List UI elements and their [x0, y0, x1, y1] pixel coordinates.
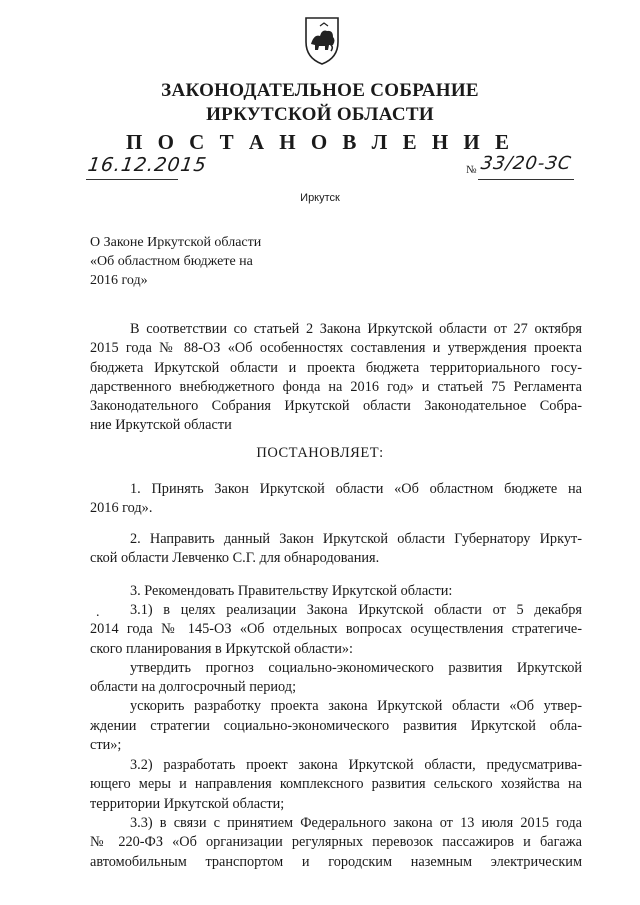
item-3-2 — [90, 756, 582, 814]
preamble-paragraph — [90, 320, 582, 436]
text-line: В соответствии со статьей 2 Закона Иркутской области от 27 октября — [130, 321, 582, 337]
date-underline — [86, 179, 178, 180]
number-underline — [478, 179, 574, 180]
text-line: 3.3) в связи с принятием Федерального закона от 13 июля 2015 года — [130, 815, 582, 831]
subject-block — [90, 233, 300, 290]
text-line: сти»; — [90, 737, 122, 754]
subject-line: 2016 год» — [90, 273, 148, 288]
text-line: бюджета Иркутской области и проекта бюджета территориального госу- — [90, 359, 582, 376]
subject-line: О Законе Иркутской области — [90, 235, 262, 250]
text-line: 2. Направить данный Закон Иркутской области Губернатору Иркут- — [130, 531, 582, 547]
item-3-1 — [90, 601, 582, 755]
text-line: № 220-ФЗ «Об организации регулярных перевозок пассажиров и багажа — [90, 834, 582, 851]
org-name-line2: ИРКУТСКОЙ ОБЛАСТИ — [206, 104, 434, 125]
text-line: ющего меры и направления комплексного развития сельского хозяйства на — [90, 776, 582, 793]
text-line: Законодательного Собрания Иркутской области Законодательное Собра- — [90, 398, 582, 415]
text-line: области на долгосрочный период; — [90, 679, 297, 696]
handwritten-number: 33/20-ЗС — [479, 153, 573, 174]
decree-word: ПОСТАНОВЛЯЕТ: — [256, 445, 384, 461]
text-line: ние Иркутской области — [90, 417, 232, 434]
text-line: 2014 года № 145-ОЗ «Об отдельных вопросах осуществления стратегиче- — [90, 621, 582, 638]
text-line: 3.2) разработать проект закона Иркутской области, предусматрива- — [130, 757, 582, 773]
subject-line: «Об областном бюджете на — [90, 254, 253, 269]
text-line: 1. Принять Закон Иркутской области «Об областном бюджете на — [130, 481, 582, 497]
text-line: ждении стратегии социально-экономического развития Иркутской обла- — [90, 717, 582, 734]
text-line: 2016 год». — [90, 500, 153, 517]
city: Иркутск — [300, 192, 340, 204]
stray-mark: . — [96, 605, 100, 620]
text-line: ской области Левченко С.Г. для обнародования. — [90, 550, 380, 567]
item-1 — [90, 480, 582, 519]
text-line: 3. Рекомендовать Правительству Иркутской области: — [130, 583, 453, 599]
text-line: дарственного внебюджетного фонда на 2016 год» и статьей 75 Регламента — [90, 378, 582, 395]
text-line: утвердить прогноз социально-экономического развития Иркутской — [130, 659, 582, 676]
text-line: ускорить разработку проекта закона Иркутской области «Об утвер- — [130, 698, 582, 715]
text-line: автомобильным транспортом и городским наземным электрическим — [90, 853, 582, 870]
item-2 — [90, 530, 582, 569]
org-name-line1: ЗАКОНОДАТЕЛЬНОЕ СОБРАНИЕ — [161, 80, 479, 101]
coat-of-arms-icon — [300, 14, 344, 66]
text-line: 3.1) в целях реализации Закона Иркутской области от 5 декабря — [130, 602, 582, 618]
text-line: ского планирования в Иркутской области»: — [90, 640, 353, 657]
number-label: № — [466, 164, 477, 176]
item-3 — [90, 582, 582, 601]
text-line: 2015 года № 88-ОЗ «Об особенностях составления и утверждения проекта — [90, 340, 582, 357]
handwritten-date: 16.12.2015 — [86, 154, 209, 176]
doc-type-title: П О С Т А Н О В Л Е Н И Е — [125, 130, 514, 154]
text-line: территории Иркутской области; — [90, 795, 285, 812]
item-3-3 — [90, 814, 582, 872]
